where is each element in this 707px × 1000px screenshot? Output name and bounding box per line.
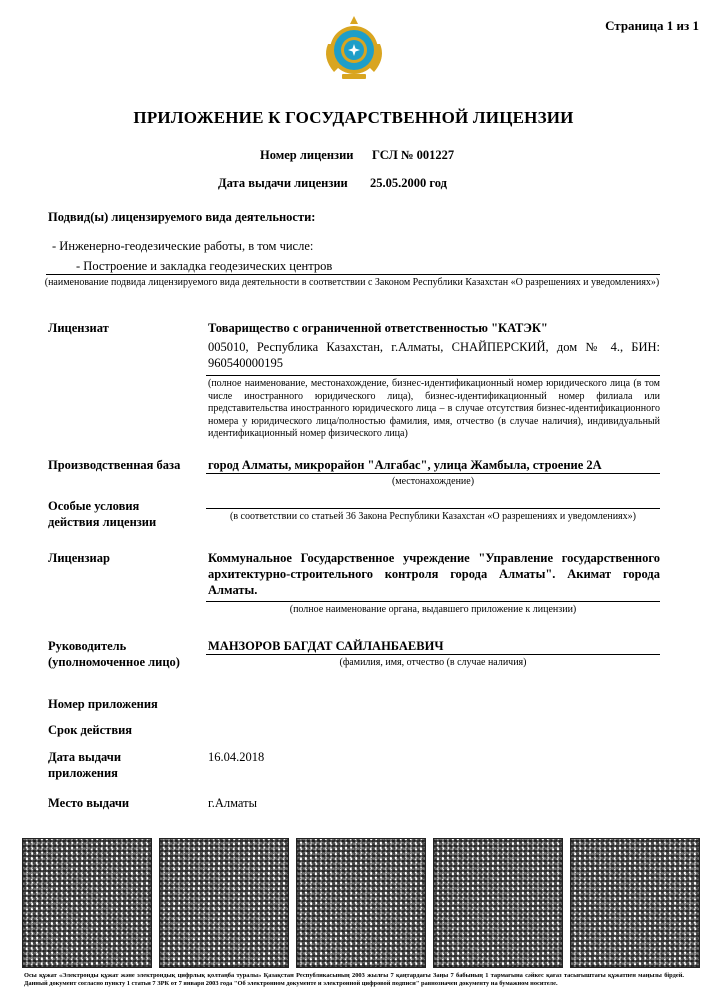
head-note: (фамилия, имя, отчество (в случае наличия) [339, 657, 527, 668]
place-label: Место выдачи [48, 796, 130, 810]
appendix-date-label-line1: Дата выдачи [48, 750, 122, 764]
appendix-number-label: Номер приложения [48, 697, 158, 711]
licensee-note: (полное наименование, местонахождение, бизнес-идентификационный номер юридического лица (в том числе иностранного юридического лица), бизнес-идентификационный номер филиала или представительства иностранного юридического лица – в случае отсутствия бизнес-идентификационного номера у юридического лица/полностью фамилия, имя, отчество (в случае наличия), индивидуальный идентификационный номер физического лица) [208, 378, 660, 439]
licensor-value: Коммунальное Государственное учреждение "Управление государственного архитектурно-строительного контроля города Алматы". Акимат города Алматы. [208, 551, 660, 597]
head-label-line1: Руководитель [48, 639, 127, 653]
qr-code [296, 838, 426, 968]
subtype-text: Построение и закладка геодезических центров [83, 259, 333, 273]
license-issue-date-label: Дата выдачи лицензии [218, 176, 348, 190]
document-title: ПРИЛОЖЕНИЕ К ГОСУДАРСТВЕННОЙ ЛИЦЕНЗИИ [133, 108, 574, 127]
licensee-name: Товарищество с ограниченной ответственностью "КАТЭК" [208, 321, 548, 335]
appendix-date-label [48, 749, 121, 781]
divider [206, 473, 660, 474]
divider [46, 274, 660, 275]
qr-code [433, 838, 563, 968]
subtype-item: - Построение и закладка геодезических центров [76, 259, 333, 273]
licensee-address: 005010, Республика Казахстан, г.Алматы, СНАЙПЕРСКИЙ, дом № 4., БИН: 960540000195 [208, 340, 660, 370]
divider [206, 601, 660, 602]
head-value: МАНЗОРОВ БАГДАТ САЙЛАНБАЕВИЧ [208, 639, 444, 653]
validity-label: Срок действия [48, 723, 133, 737]
license-issue-date: 25.05.2000 год [370, 176, 447, 190]
license-number: ГСЛ № 001227 [372, 148, 455, 162]
license-number-label: Номер лицензии [260, 148, 354, 162]
special-conditions-label-line1: Особые условия [48, 499, 140, 513]
qr-code [22, 838, 152, 968]
production-base-note: (местонахождение) [391, 476, 475, 487]
qr-code [159, 838, 289, 968]
divider [206, 375, 660, 376]
footer-legal-note: Осы құжат «Электронды құжат және электрондық цифрлық қолтаңба туралы» Қазақстан Республикасының 2003 жылғы 7 қаңтардағы Заңы 7 бабының 1 тармағына сәйкес қағаз тасығыштағы құжатпен маңызы бірдей. Данный документ согласно пункту 1 статьи 7 ЗРК от 7 января 2003 года "Об электронном документе и электронной цифровой подписи" равнозначен документу на бумажном носителе. [24, 972, 684, 987]
licensor-note: (полное наименование органа, выдавшего приложение к лицензии) [289, 604, 577, 615]
divider [206, 654, 660, 655]
special-conditions-note: (в соответствии со статьей 36 Закона Республики Казахстан «О разрешениях и уведомлениях») [230, 511, 636, 522]
licensor-label: Лицензиар [48, 551, 110, 565]
page-number: Страница 1 из 1 [605, 18, 699, 33]
production-base-label: Производственная база [48, 458, 181, 472]
appendix-date-label-line2: приложения [48, 766, 118, 780]
licensee-label: Лицензиат [48, 321, 109, 335]
subtypes-label: Подвид(ы) лицензируемого вида деятельности: [48, 210, 316, 224]
subtypes-note: (наименование подвида лицензируемого вида деятельности в соответствии с Законом Республики Казахстан «О разрешениях и уведомлениях») [44, 277, 660, 288]
kazakhstan-emblem-icon [320, 14, 388, 82]
special-conditions-label [48, 498, 156, 530]
special-conditions-label-line2: действия лицензии [48, 515, 157, 529]
place-value: г.Алматы [208, 796, 258, 810]
head-label [48, 638, 180, 670]
subtype-item: - Инженерно-геодезические работы, в том числе: [52, 239, 314, 253]
head-label-line2: (уполномоченное лицо) [48, 655, 180, 669]
qr-code [570, 838, 700, 968]
subtype-text: Инженерно-геодезические работы, в том числе: [59, 239, 314, 253]
production-base-value: город Алматы, микрорайон "Алгабас", улица Жамбыла, строение 2А [208, 458, 602, 472]
appendix-date-value: 16.04.2018 [208, 750, 265, 764]
divider [206, 508, 660, 509]
